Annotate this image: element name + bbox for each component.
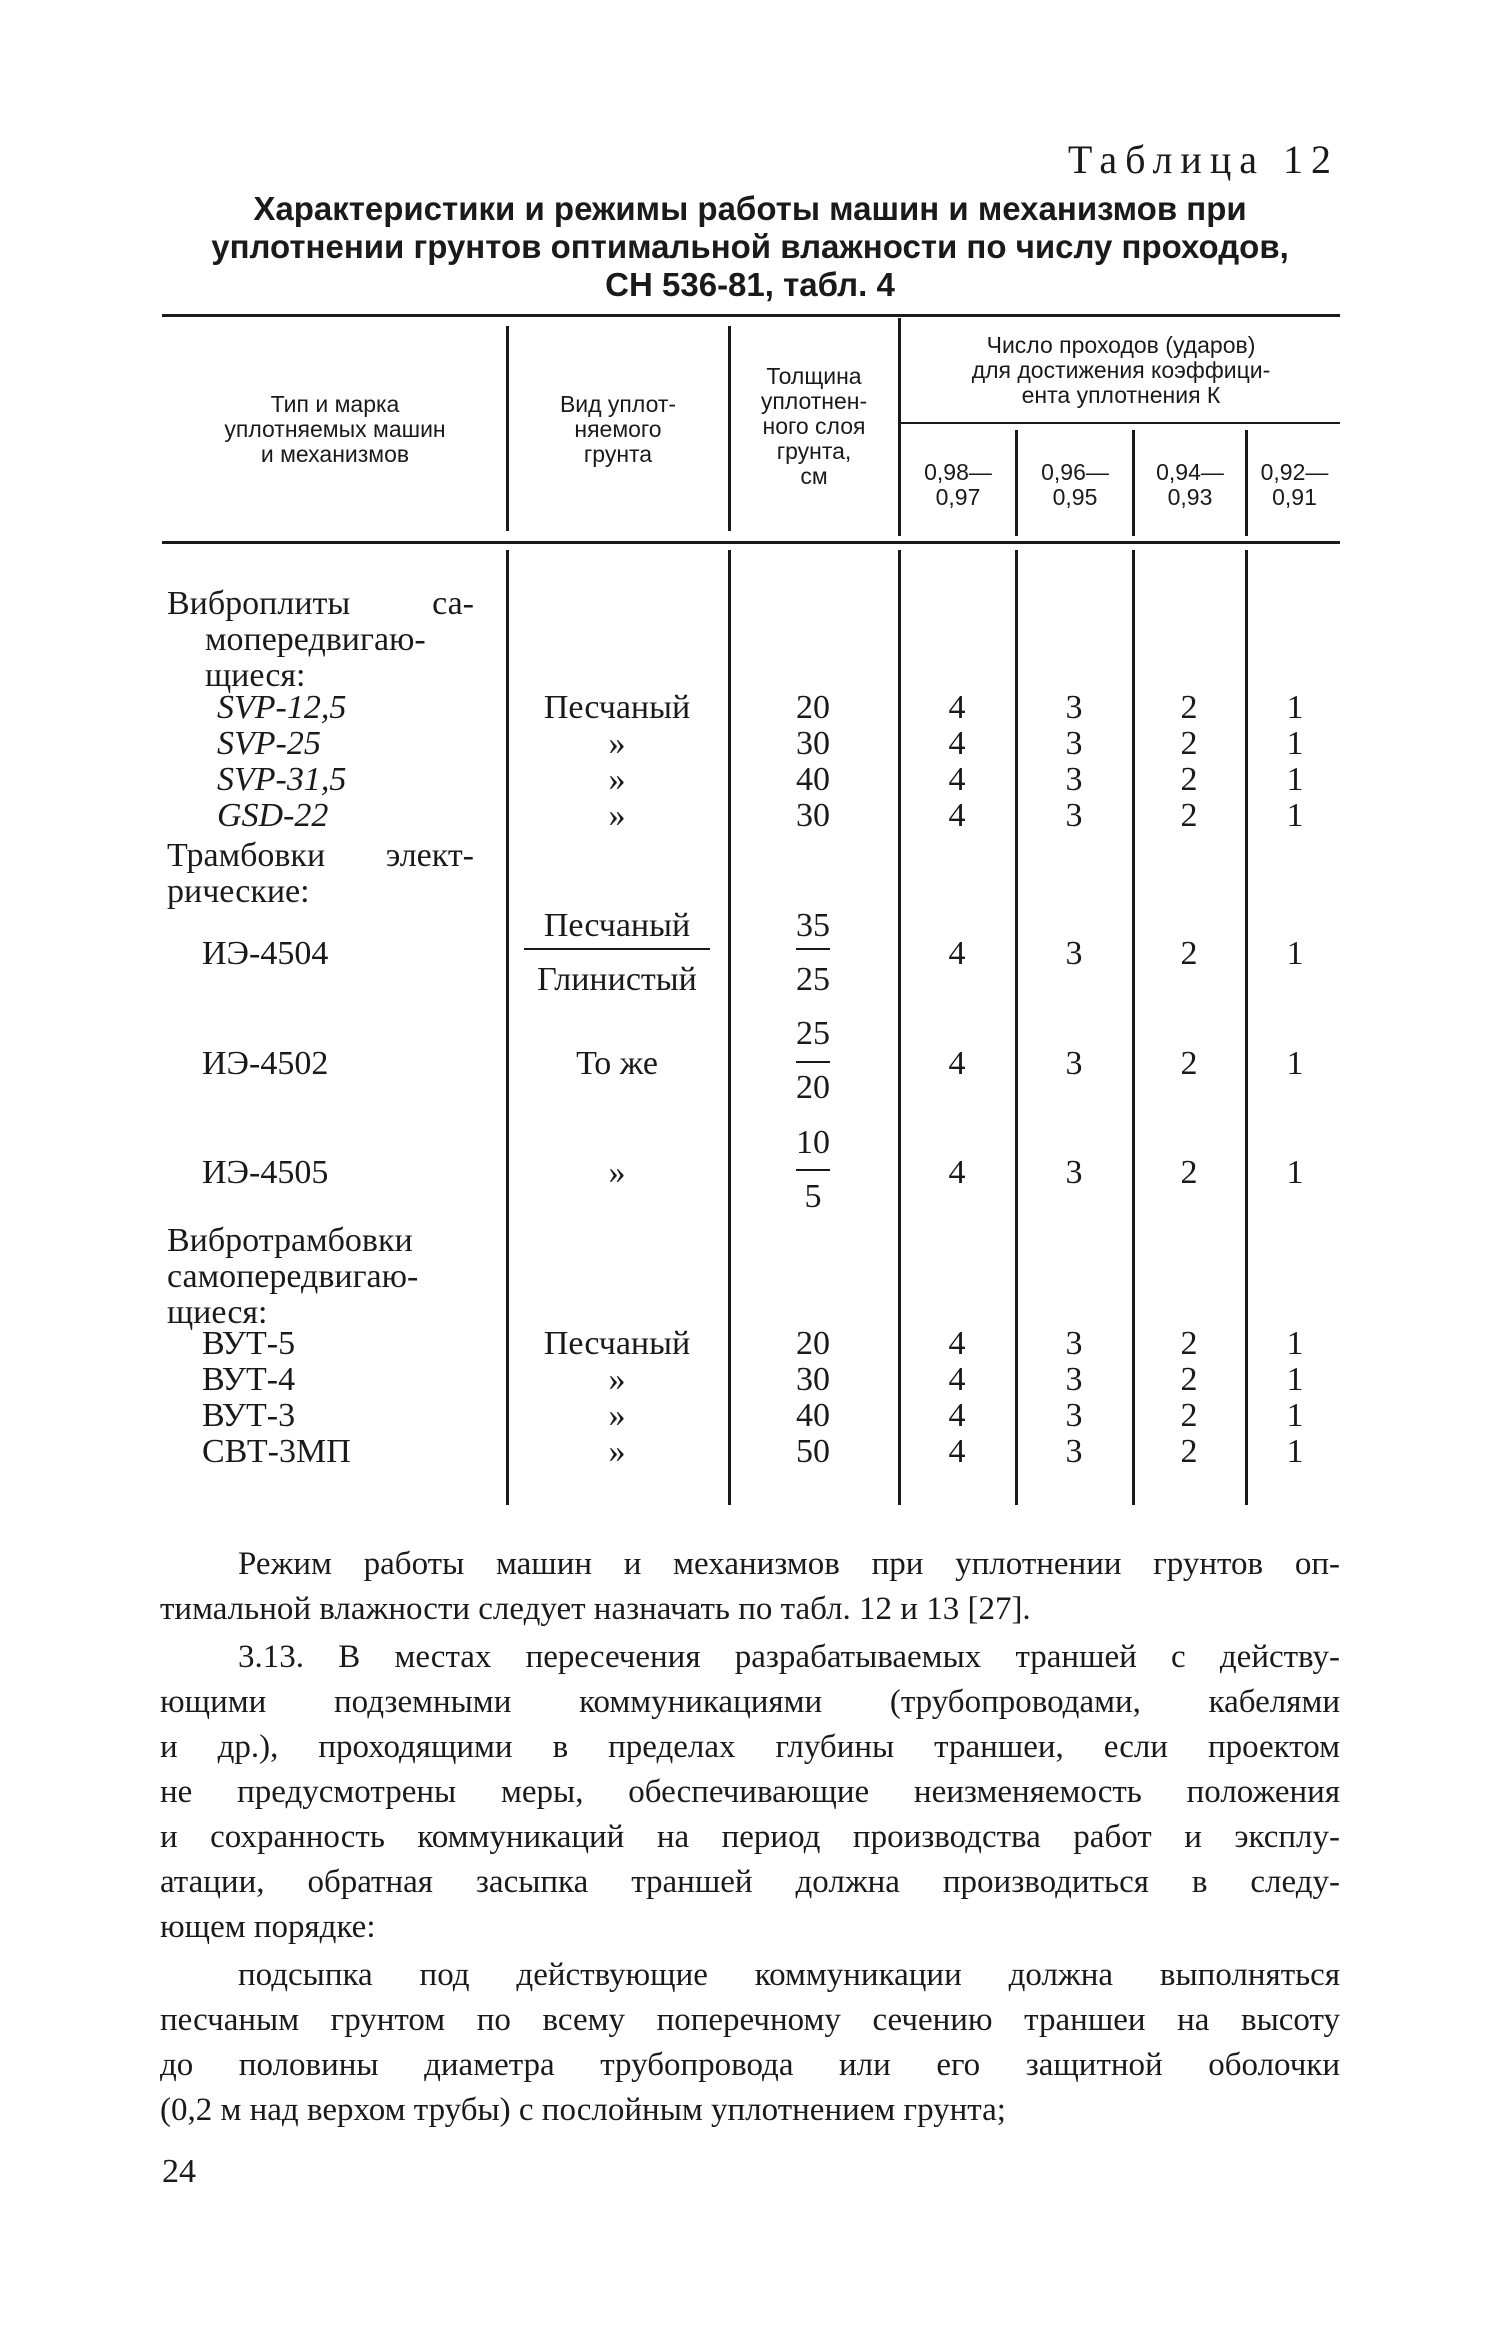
caption-line: СН 536-81, табл. 4 (605, 266, 895, 303)
header-divider (1245, 430, 1248, 536)
header-passes-group (902, 333, 1340, 408)
passes-k3: 2 (1180, 725, 1198, 762)
header-text: Число проходов (ударов) (986, 332, 1256, 358)
header-divider (1132, 430, 1135, 536)
header-text: 0,96— (1041, 459, 1109, 485)
header-text: см (800, 463, 828, 489)
passes-k4: 1 (1286, 1325, 1304, 1362)
header-divider (1015, 430, 1018, 536)
group-label: Вибротрамбовки (167, 1222, 413, 1259)
soil-type-bottom: Глинистый (537, 961, 697, 998)
layer-thickness-top: 35 (796, 907, 830, 944)
paragraph-line: песчаным грунтом по всему поперечному сечению траншеи на высоту (160, 2002, 1340, 2038)
table-caption (160, 190, 1340, 304)
header-divider (898, 318, 901, 536)
paragraph (160, 1953, 1340, 2133)
machine-name: ВУТ-4 (202, 1361, 296, 1398)
header-text: грунта, (776, 438, 852, 464)
passes-k1: 4 (948, 1433, 966, 1470)
header-text: 0,93 (1167, 484, 1213, 510)
passes-k2: 3 (1065, 1045, 1083, 1082)
paragraph-line: Режим работы машин и механизмов при уплотнении грунтов оп- (238, 1546, 1340, 1582)
paragraph-line: атации, обратная засыпка траншей должна производиться в следу- (160, 1864, 1340, 1900)
paragraph (160, 1542, 1340, 1632)
soil-type: То же (576, 1045, 658, 1082)
passes-k3: 2 (1180, 1361, 1198, 1398)
header-bottom-rule (162, 541, 1340, 544)
machine-name: SVP-25 (217, 725, 321, 762)
header-text: и механизмов (260, 441, 410, 467)
passes-k2: 3 (1065, 1325, 1083, 1362)
passes-k1: 4 (948, 935, 966, 972)
fraction-line (796, 1169, 830, 1171)
passes-k1: 4 (948, 1045, 966, 1082)
passes-k3: 2 (1180, 797, 1198, 834)
passes-k3: 2 (1180, 761, 1198, 798)
passes-k1: 4 (948, 1397, 966, 1434)
header-text: ного слоя (762, 413, 866, 439)
header-divider (728, 326, 731, 531)
soil-type-top: Песчаный (543, 907, 691, 944)
caption-line: Характеристики и режимы работы машин и механизмов при (253, 190, 1247, 227)
soil-type: » (608, 761, 626, 798)
page-number: 24 (162, 2153, 196, 2190)
group-label: щиеся: (167, 1294, 268, 1331)
header-layer-thickness (733, 364, 895, 489)
header-text: Вид уплот- (559, 391, 677, 417)
passes-k4: 1 (1286, 761, 1304, 798)
soil-type: » (608, 725, 626, 762)
passes-k1: 4 (948, 1325, 966, 1362)
header-text: уплотнен- (760, 388, 868, 414)
paragraph-line: тимальной влажности следует назначать по табл. 12 и 13 [27]. (160, 1591, 1031, 1627)
layer-thickness: 50 (796, 1433, 830, 1470)
header-k-098 (902, 460, 1014, 510)
paragraph-line: ющем порядке: (160, 1909, 376, 1945)
passes-k2: 3 (1065, 1361, 1083, 1398)
header-text: 0,98— (924, 459, 992, 485)
machine-name: ИЭ-4502 (202, 1045, 329, 1082)
group-label: Виброплиты са- (167, 585, 474, 622)
passes-k3: 2 (1180, 1154, 1198, 1191)
group-label: Трамбовки элект- (167, 837, 474, 874)
header-divider (506, 326, 509, 531)
header-k-096 (1019, 460, 1131, 510)
layer-thickness-bottom: 5 (804, 1178, 822, 1215)
passes-k1: 4 (948, 1361, 966, 1398)
header-text: Тип и марка (270, 391, 400, 417)
passes-k4: 1 (1286, 1433, 1304, 1470)
soil-type: » (608, 1433, 626, 1470)
header-text: ента уплотнения К (1021, 382, 1221, 408)
machine-name: ИЭ-4505 (202, 1154, 329, 1191)
passes-k2: 3 (1065, 1154, 1083, 1191)
layer-thickness-top: 10 (796, 1124, 830, 1161)
passes-k4: 1 (1286, 1154, 1304, 1191)
layer-thickness: 30 (796, 797, 830, 834)
soil-type: » (608, 1154, 626, 1191)
header-text: 0,95 (1052, 484, 1098, 510)
header-soil-type (512, 392, 724, 467)
soil-type: Песчаный (543, 689, 691, 726)
passes-k4: 1 (1286, 797, 1304, 834)
passes-k3: 2 (1180, 1325, 1198, 1362)
passes-k3: 2 (1180, 689, 1198, 726)
header-text: грунта (583, 441, 653, 467)
paragraph-line: ющими подземными коммуникациями (трубопроводами, кабелями (160, 1684, 1340, 1720)
group-label: самопередвигаю- (167, 1258, 419, 1295)
layer-thickness: 30 (796, 1361, 830, 1398)
passes-k4: 1 (1286, 1397, 1304, 1434)
header-machine-type (168, 392, 502, 467)
passes-k3: 2 (1180, 1397, 1198, 1434)
passes-k1: 4 (948, 689, 966, 726)
layer-thickness-bottom: 25 (796, 961, 830, 998)
passes-k2: 3 (1065, 1433, 1083, 1470)
passes-k1: 4 (948, 797, 966, 834)
passes-k2: 3 (1065, 797, 1083, 834)
group-label: мопередвигаю- (205, 621, 426, 658)
passes-k1: 4 (948, 725, 966, 762)
paragraph-line: не предусмотрены меры, обеспечивающие неизменяемость положения (160, 1774, 1340, 1810)
table-label: Таблица 12 (1067, 137, 1339, 182)
layer-thickness: 30 (796, 725, 830, 762)
header-text: 0,91 (1272, 484, 1317, 510)
passes-k2: 3 (1065, 761, 1083, 798)
passes-k4: 1 (1286, 689, 1304, 726)
group-header-rule (898, 422, 1340, 424)
passes-k3: 2 (1180, 935, 1198, 972)
passes-k4: 1 (1286, 1045, 1304, 1082)
paragraph (160, 1635, 1340, 1950)
paragraph-line: 3.13. В местах пересечения разрабатываемых траншей с действу- (238, 1639, 1340, 1675)
fraction-line (524, 948, 710, 950)
machine-name: СВТ-3МП (202, 1433, 351, 1470)
passes-k1: 4 (948, 1154, 966, 1191)
layer-thickness: 40 (796, 761, 830, 798)
group-label: рические: (167, 873, 310, 910)
group-label: щиеся: (205, 657, 306, 694)
layer-thickness-bottom: 20 (796, 1069, 830, 1106)
layer-thickness: 20 (796, 689, 830, 726)
header-text: 0,94— (1156, 459, 1224, 485)
paragraph-line: (0,2 м над верхом трубы) с послойным уплотнением грунта; (160, 2092, 1006, 2128)
fraction-line (796, 1061, 830, 1063)
soil-type: Песчаный (543, 1325, 691, 1362)
machine-name: GSD-22 (217, 797, 329, 834)
passes-k2: 3 (1065, 935, 1083, 972)
passes-k1: 4 (948, 761, 966, 798)
header-text: няемого (574, 416, 662, 442)
fraction-line (796, 948, 830, 950)
header-text: 0,92— (1260, 459, 1329, 485)
layer-thickness: 20 (796, 1325, 830, 1362)
layer-thickness: 40 (796, 1397, 830, 1434)
machine-name: ВУТ-3 (202, 1397, 296, 1434)
table-top-rule (162, 314, 1340, 317)
passes-k2: 3 (1065, 689, 1083, 726)
machine-name: SVP-12,5 (217, 689, 347, 726)
caption-line: уплотнении грунтов оптимальной влажности по числу проходов, (211, 228, 1289, 265)
passes-k2: 3 (1065, 725, 1083, 762)
paragraph-line: до половины диаметра трубопровода или его защитной оболочки (160, 2047, 1340, 2083)
machine-name: SVP-31,5 (217, 761, 347, 798)
header-k-092 (1249, 460, 1340, 510)
paragraph-line: и сохранность коммуникаций на период производства работ и эксплу- (160, 1819, 1340, 1855)
paragraph-line: и др.), проходящими в пределах глубины траншеи, если проектом (160, 1729, 1340, 1765)
soil-type: » (608, 1361, 626, 1398)
paragraph-line: подсыпка под действующие коммуникации должна выполняться (238, 1957, 1340, 1993)
header-text: 0,97 (935, 484, 981, 510)
header-text: уплотняемых машин (224, 416, 446, 442)
header-text: Толщина (766, 363, 862, 389)
passes-k4: 1 (1286, 725, 1304, 762)
header-k-094 (1136, 460, 1244, 510)
header-text: для достижения коэффици- (971, 357, 1271, 383)
passes-k2: 3 (1065, 1397, 1083, 1434)
passes-k3: 2 (1180, 1433, 1198, 1470)
machine-name: ВУТ-5 (202, 1325, 296, 1362)
soil-type: » (608, 1397, 626, 1434)
passes-k3: 2 (1180, 1045, 1198, 1082)
layer-thickness-top: 25 (796, 1015, 830, 1052)
soil-type: » (608, 797, 626, 834)
machine-name: ИЭ-4504 (202, 935, 329, 972)
passes-k4: 1 (1286, 1361, 1304, 1398)
passes-k4: 1 (1286, 935, 1304, 972)
